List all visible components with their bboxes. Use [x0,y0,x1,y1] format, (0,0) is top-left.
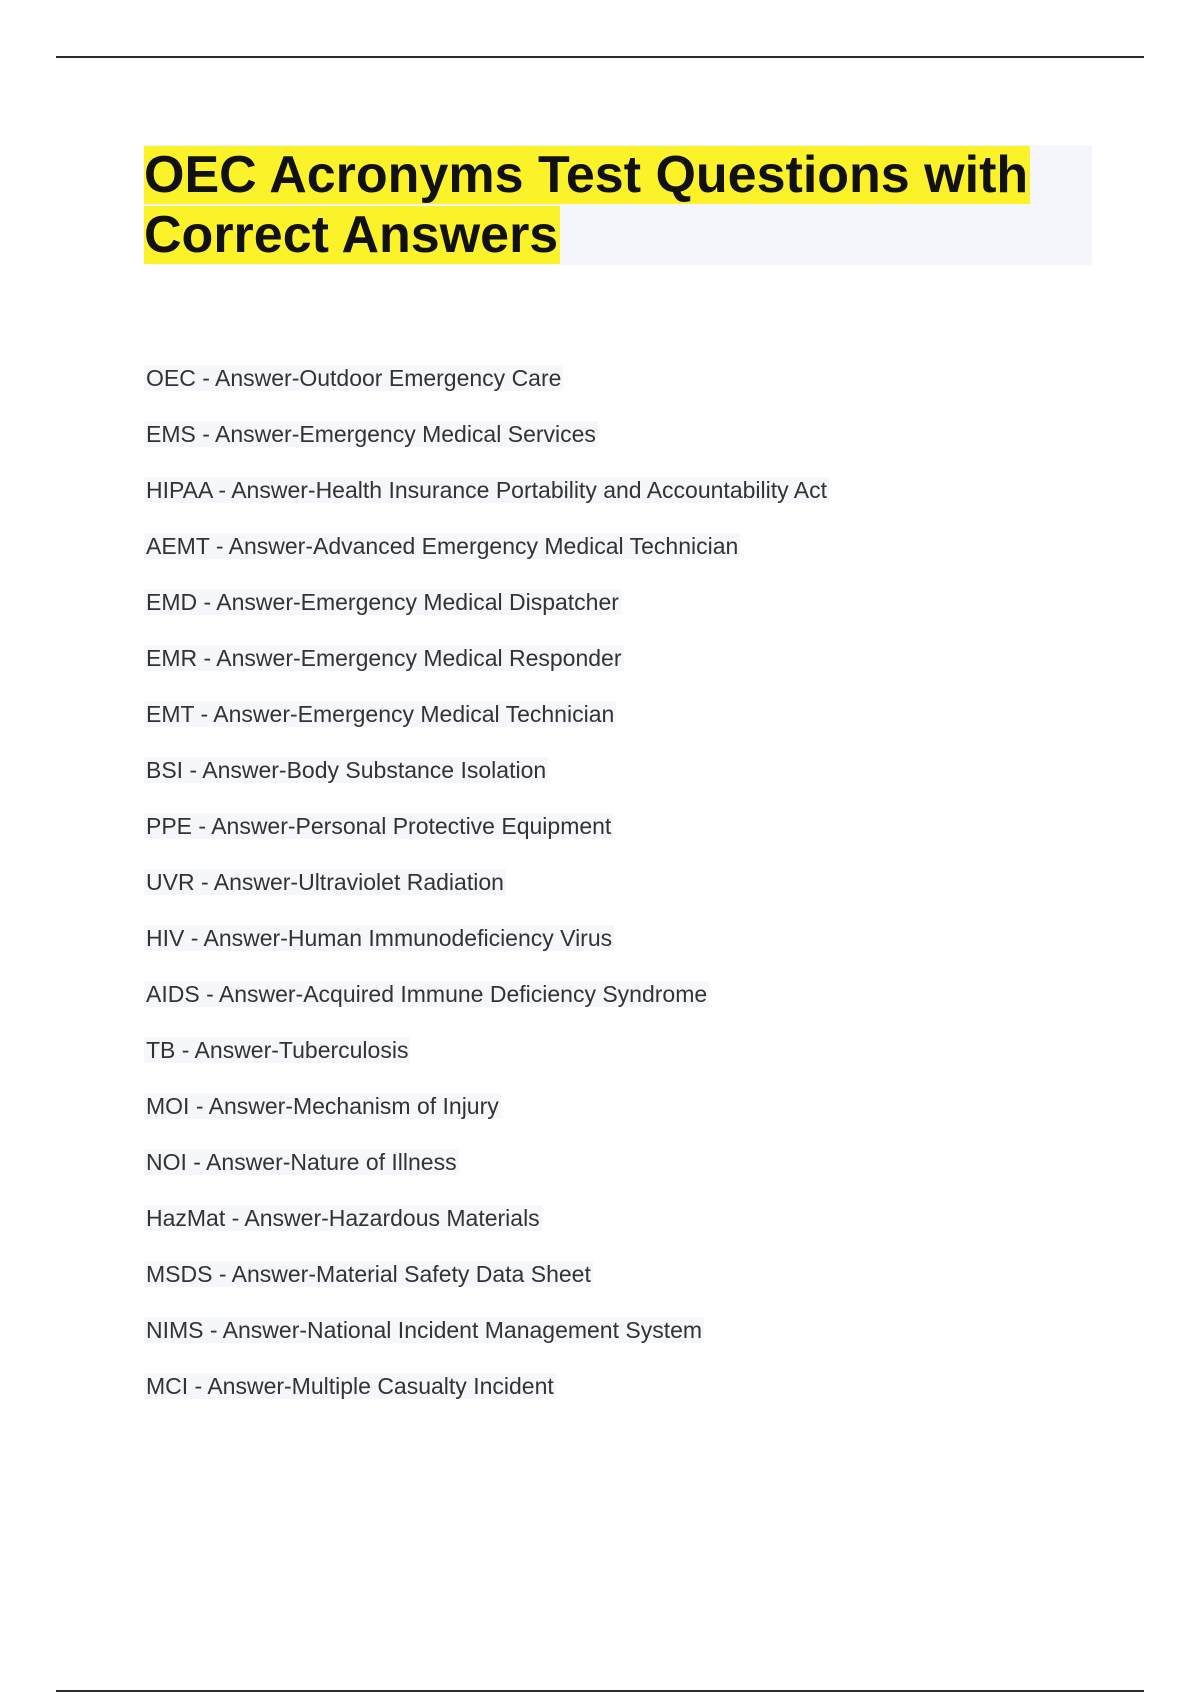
qa-item-text: EMD - Answer-Emergency Medical Dispatcher [146,589,619,615]
qa-item [144,754,829,810]
qa-item [144,1370,829,1426]
qa-item-text: NOI - Answer-Nature of Illness [146,1149,457,1175]
qa-item [144,418,829,474]
qa-item [144,642,829,698]
qa-item-text: EMT - Answer-Emergency Medical Technician [146,701,615,727]
qa-list [144,362,829,1426]
qa-item-text: HazMat - Answer-Hazardous Materials [146,1205,540,1231]
qa-item-text: EMR - Answer-Emergency Medical Responder [146,645,622,671]
qa-item-text: HIV - Answer-Human Immunodeficiency Virus [146,925,613,951]
title-block [144,145,1092,265]
qa-item [144,362,829,418]
qa-item [144,1314,829,1370]
qa-item-text: NIMS - Answer-National Incident Management System [146,1317,703,1343]
qa-item-text: MOI - Answer-Mechanism of Injury [146,1093,499,1119]
qa-item [144,1202,829,1258]
qa-item-text: AEMT - Answer-Advanced Emergency Medical Technician [146,533,739,559]
qa-item-text: OEC - Answer-Outdoor Emergency Care [146,365,562,391]
qa-item-text: EMS - Answer-Emergency Medical Services [146,421,596,447]
qa-item [144,530,829,586]
qa-item [144,586,829,642]
qa-item-text: MSDS - Answer-Material Safety Data Sheet [146,1261,591,1287]
qa-item [144,978,829,1034]
qa-item-text: TB - Answer-Tuberculosis [146,1037,409,1063]
qa-item [144,810,829,866]
qa-item [144,1090,829,1146]
qa-item [144,922,829,978]
qa-item [144,1258,829,1314]
top-divider [56,56,1144,58]
page-title-highlight: OEC Acronyms Test Questions with Correct Answers [144,146,1029,264]
qa-item [144,474,829,530]
page-title [144,145,1092,265]
qa-item [144,698,829,754]
qa-item [144,866,829,922]
qa-item-text: BSI - Answer-Body Substance Isolation [146,757,547,783]
qa-item-text: MCI - Answer-Multiple Casualty Incident [146,1373,554,1399]
qa-item-text: HIPAA - Answer-Health Insurance Portability and Accountability Act [146,477,827,503]
qa-item-text: PPE - Answer-Personal Protective Equipment [146,813,612,839]
qa-item [144,1034,829,1090]
bottom-divider [56,1690,1144,1692]
qa-item [144,1146,829,1202]
qa-item-text: AIDS - Answer-Acquired Immune Deficiency Syndrome [146,981,708,1007]
qa-item-text: UVR - Answer-Ultraviolet Radiation [146,869,504,895]
